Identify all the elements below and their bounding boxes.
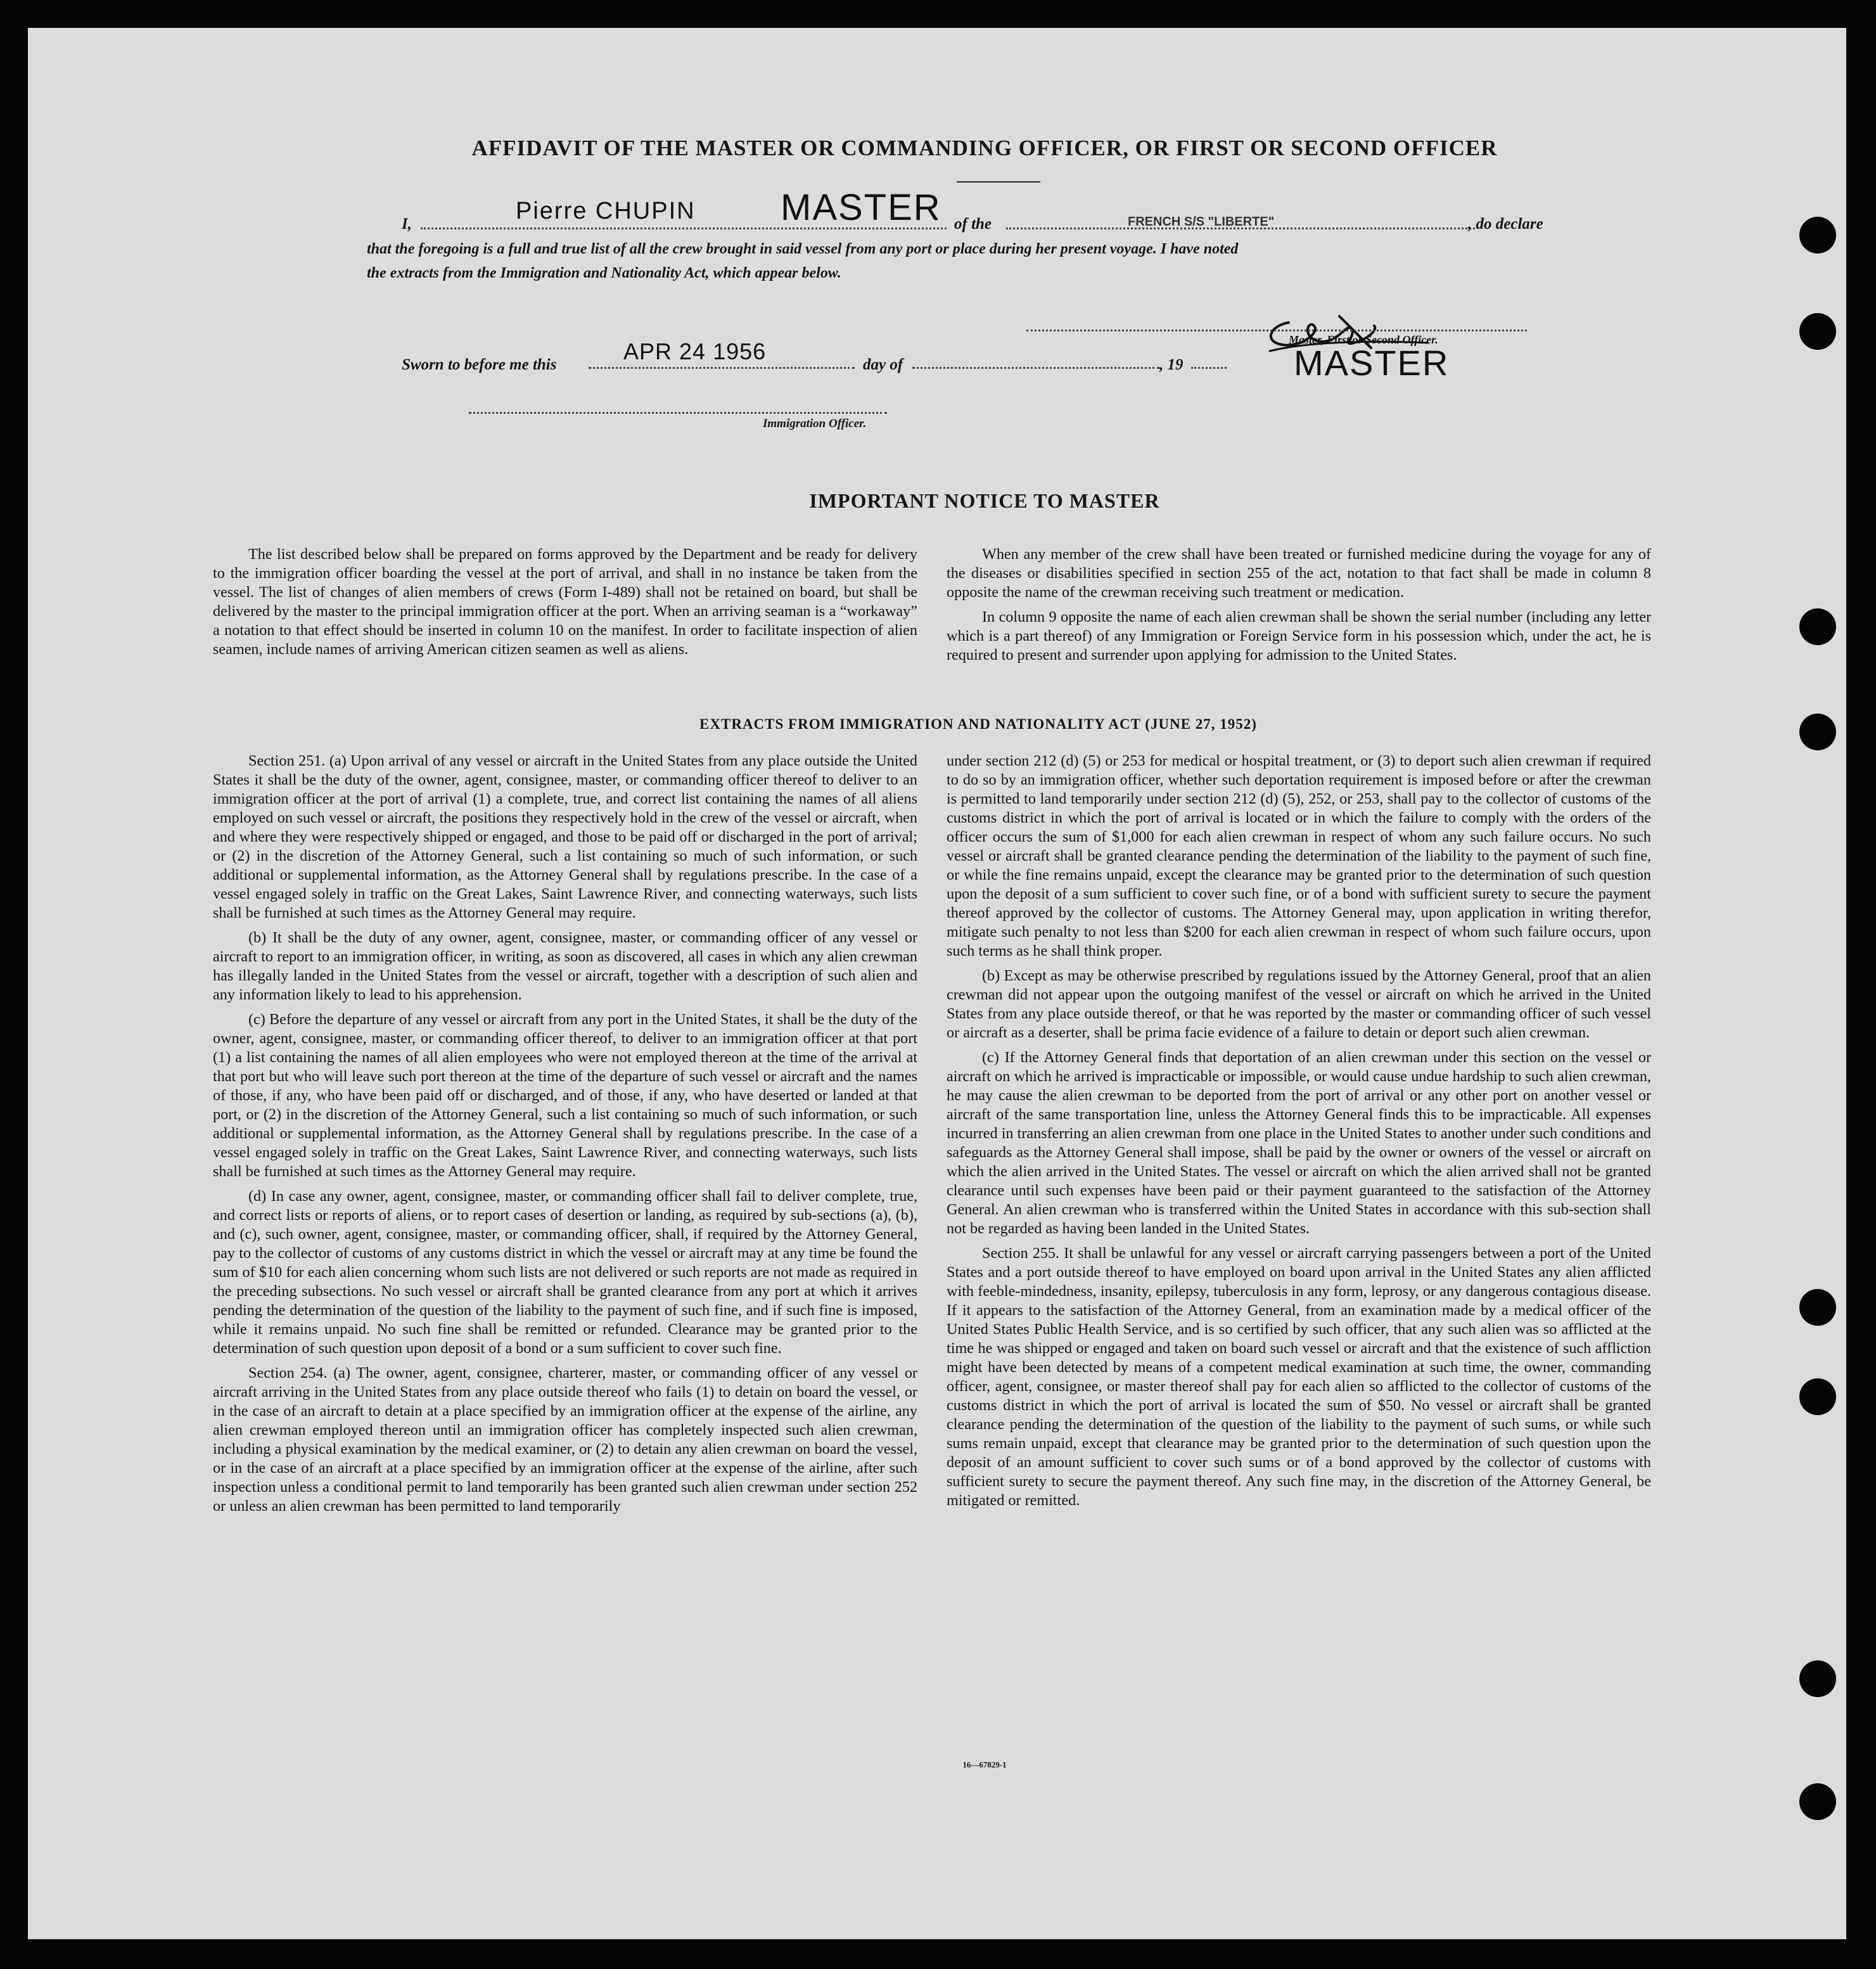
notice-title: IMPORTANT NOTICE TO MASTER <box>809 489 1160 512</box>
punch-hole <box>1799 313 1836 350</box>
affidavit-page <box>28 28 1846 1939</box>
notice-paragraph: In column 9 opposite the name of each alien crewman shall be shown the serial number (including any letter which is a part thereof) of any Immigration or Foreign Service form in his possession which, under the act, he is required to present and surrender upon applying for admission to the United States. <box>947 608 1651 664</box>
master-name-handwritten: Pierre CHUPIN <box>516 198 696 224</box>
section-255: Section 255. It shall be unlawful for any vessel or aircraft carrying passengers between a port of the United States and a port outside thereof to have employed on board upon arrival in the United States any alien afflicted with feeble-mindedness, insanity, epilepsy, tuberculosis in any form, leprosy, or any dangerous contagious disease. If it appears to the satisfaction of the Attorney General, from an examination made by a medical officer of the United States Public Health Service, and is so certified by such officer, that any such alien was so afflicted at the time he was shipped or engaged and taken on board such vessel or aircraft and that the existence of such affliction might have been detected by means of a competent medical examination at such time, the owner, commanding officer, agent, consignee, or master thereof shall pay for each alien so afflicted to the collector of customs of the customs district in which the port of arrival is located the sum of $50. No vessel or aircraft shall be granted clearance pending the determination of the question of the liability to the payment of such sums, or while such sums remain unpaid, except that clearance may be granted prior to the determination of such question upon the deposit of an amount sufficient to cover such sums or of a bond approved by the collector of customs with sufficient surety to secure the payment thereof. Any such fine may, in the discretion of the Attorney General, be mitigated or remitted. <box>947 1245 1651 1509</box>
extracts-title: EXTRACTS FROM IMMIGRATION AND NATIONALITY ACT (JUNE 27, 1952) <box>699 716 1257 732</box>
punch-hole <box>1799 1660 1836 1697</box>
rank-stamp: MASTER <box>781 187 941 228</box>
extracts-right-column <box>947 752 1651 1516</box>
sworn-date-stamp: APR 24 1956 <box>623 338 767 364</box>
day-of-label: day of <box>863 356 903 373</box>
year-line <box>1191 367 1227 369</box>
punch-hole <box>1799 1783 1836 1820</box>
section-251d: (d) In case any owner, agent, consignee, master, or commanding officer shall fail to deliver complete, true, and correct lists or reports of aliens, or to report cases of desertion or landing, as required by sub-sections (a), (b), and (c), such owner, agent, consignee, master, or commanding officer, shall, if required by the Attorney General, pay to the collector of customs of any customs district in which the vessel or aircraft may at any time be found the sum of $10 for each alien concerning whom such lists are not delivered or such reports are not made as required in the preceding subsections. No such vessel or aircraft shall be granted clearance from any port at which it arrives pending the determination of the question of the liability to the payment of such fine, and if such fine is imposed, while it remains unpaid. No such fine shall be remitted or refunded. Clearance may be granted prior to the determination of such question upon deposit of a bond or a sum sufficient to cover such fine. <box>213 1188 917 1357</box>
section-254a-part2: under section 212 (d) (5) or 253 for medical or hospital treatment, or (3) to deport such alien crewman if required to do so by an immigration officer, whether such deportation requirement is imposed before or after the crewman is permitted to land temporarily under section 212 (d) (5), 252, or 253, shall pay to the collector of customs of the customs district in which the port of arrival is located or in which the failure to comply with the orders of the officer occurs the sum of $1,000 for each alien crewman in respect of whom any such failure occurs. No such vessel or aircraft shall be granted clearance pending the determination of the liability to the payment of such fine, or while the fine remains unpaid, except the clearance may be granted prior to the determination of such question upon the deposit of a sum sufficient to cover such fine, or of a bond with sufficient surety to secure the payment thereof approved by the collector of customs. The Attorney General may, upon application in writing therefor, mitigate such penalty to not less than $200 for each alien crewman in respect of whom such failure occurs, upon such terms as he shall think proper. <box>947 752 1651 959</box>
immigration-officer-line <box>469 412 887 414</box>
section-254b: (b) Except as may be otherwise prescribed by regulations issued by the Attorney General, proof that an alien crewman did not appear upon the outgoing manifest of the vessel or aircraft on which he arrived in the United States from any place outside thereof, or that he was reported by the master or commanding officer of such vessel or aircraft as a deserter, shall be prima facie evidence of a failure to detain or deport such alien crewman. <box>947 967 1651 1041</box>
i-label: I, <box>402 215 412 233</box>
immigration-officer-caption: Immigration Officer. <box>763 417 867 430</box>
do-declare-label: , do declare <box>1468 215 1543 233</box>
section-251a: Section 251. (a) Upon arrival of any vessel or aircraft in the United States from any place outside the United States it shall be the duty of the owner, agent, consignee, master, or commanding officer thereof to deliver to an immigration officer at the port of arrival (1) a complete, true, and correct list containing the names of all aliens employed on such vessel or aircraft, the positions they respectively hold in the crew of the vessel or aircraft, when and where they were respectively shipped or engaged, and those to be paid off or discharged in the port of arrival; or (2) in the discretion of the Attorney General, such a list containing so much of such information, or such additional or supplemental information, as the Attorney General shall by regulations prescribe. In the case of a vessel engaged solely in traffic on the Great Lakes, Saint Lawrence River, and connecting waterways, such lists shall be furnished at such times as the Attorney General may require. <box>213 752 917 921</box>
signature-caption: Master, First or Second Officer. <box>1289 333 1438 346</box>
extracts-left-column <box>213 752 917 1522</box>
punch-hole <box>1799 1289 1836 1326</box>
notice-paragraph: When any member of the crew shall have been treated or furnished medicine during the voyage for any of the diseases or disabilities specified in section 255 of the act, notation to that fact shall be made in column 8 opposite the name of the crewman receiving such treatment or medication. <box>947 546 1651 601</box>
sworn-date-line <box>589 367 855 369</box>
year-prefix: , 19 <box>1159 356 1184 373</box>
vessel-name: FRENCH S/S "LIBERTE" <box>1128 215 1275 229</box>
of-the-label: of the <box>954 215 992 233</box>
signature-line <box>1026 330 1527 331</box>
day-line <box>912 367 1159 369</box>
section-254a-part1: Section 254. (a) The owner, agent, consignee, charterer, master, or commanding officer of any vessel or aircraft arriving in the United States from any place outside thereof who fails (1) to detain on board the vessel, or in the case of an aircraft to detain at a place specified by an immigration officer at the expense of the airline, any alien crewman employed thereon until an immigration officer has completely inspected such alien crewman, including a physical examination by the medical examiner, or (2) to detain any alien crewman on board the vessel, or in the case of an aircraft at a place specified by an immigration officer at the expense of the airline, after such inspection unless a conditional permit to land temporarily has been granted such alien crewman under section 252 or unless an alien crewman has been permitted to land temporarily <box>213 1364 917 1515</box>
punch-hole <box>1799 1378 1836 1415</box>
declaration-line-1: that the foregoing is a full and true list of all the crew brought in said vessel from any port or place during her present voyage. I have noted <box>367 241 1239 257</box>
notice-right-column <box>947 545 1651 670</box>
section-251c: (c) Before the departure of any vessel or aircraft from any port in the United States, it shall be the duty of the owner, agent, consignee, master, or commanding officer thereof, to deliver to an immigration officer at that port (1) a list containing the names of all alien employees who were not employed thereon at the time of the arrival at that port but who will leave such port thereon at the time of the departure of such vessel or aircraft and the names of those, if any, who have been paid off or discharged, and of those, if any, who have deserted or landed at that port, or (2) in the discretion of the Attorney General, such a list containing so much of such information, or such additional or supplemental information, as the Attorney General shall by regulations prescribe. In the case of a vessel engaged solely in traffic on the Great Lakes, Saint Lawrence River, and connecting waterways, such lists shall be furnished at such times as the Attorney General may require. <box>213 1011 917 1180</box>
section-254c: (c) If the Attorney General finds that deportation of an alien crewman under this section on the vessel or aircraft on which he arrived is impracticable or impossible, or would cause undue hardship to such alien crewman, he may cause the alien crewman to be deported from the port of arrival or any other port on another vessel or aircraft of the same transportation line, unless the Attorney General finds this to be impracticable. All expenses incurred in transferring an alien crewman from one place in the United States to another under such conditions and safeguards as the Attorney General shall impose, shall be paid by the owner or owners of the vessel or aircraft on which the alien arrived in the United States. The vessel or aircraft on which the alien arrived shall not be granted clearance until such expenses have been paid or their payment guaranteed to the satisfaction of the Attorney General. An alien crewman who is transferred within the United States in accordance with this sub-section shall not be regarded as having been landed in the United States. <box>947 1049 1651 1237</box>
punch-hole <box>1799 714 1836 750</box>
form-number: 16—67829-1 <box>962 1760 1007 1769</box>
title-underline <box>957 181 1040 183</box>
punch-hole <box>1799 608 1836 645</box>
declaration-line-2: the extracts from the Immigration and Nationality Act, which appear below. <box>367 265 841 281</box>
sworn-label: Sworn to before me this <box>402 356 557 373</box>
notice-left-column <box>213 545 917 665</box>
signature-stamp: MASTER <box>1294 343 1450 383</box>
section-251b: (b) It shall be the duty of any owner, agent, consignee, master, or commanding officer of any vessel or aircraft to report to an immigration officer, in writing, as soon as discovered, all cases in which any alien crewman has illegally landed in the United States from the vessel or aircraft, together with a description of such alien and any information likely to lead to his apprehension. <box>213 929 917 1003</box>
affidavit-title: AFFIDAVIT OF THE MASTER OR COMMANDING OFFICER, OR FIRST OR SECOND OFFICER <box>471 136 1498 160</box>
punch-hole <box>1799 217 1836 253</box>
notice-paragraph: The list described below shall be prepared on forms approved by the Department and be ready for delivery to the immigration officer boarding the vessel at the port of arrival, and shall in no instance be taken from the vessel. The list of changes of alien members of crews (Form I-489) shall not be retained on board, but shall be delivered by the master to the principal immigration officer at the port. When an arriving seaman is a “workaway” a notation to that effect should be inserted in column 10 on the manifest. In order to facilitate inspection of alien seamen, include names of arriving American citizen seamen as well as aliens. <box>213 546 917 658</box>
